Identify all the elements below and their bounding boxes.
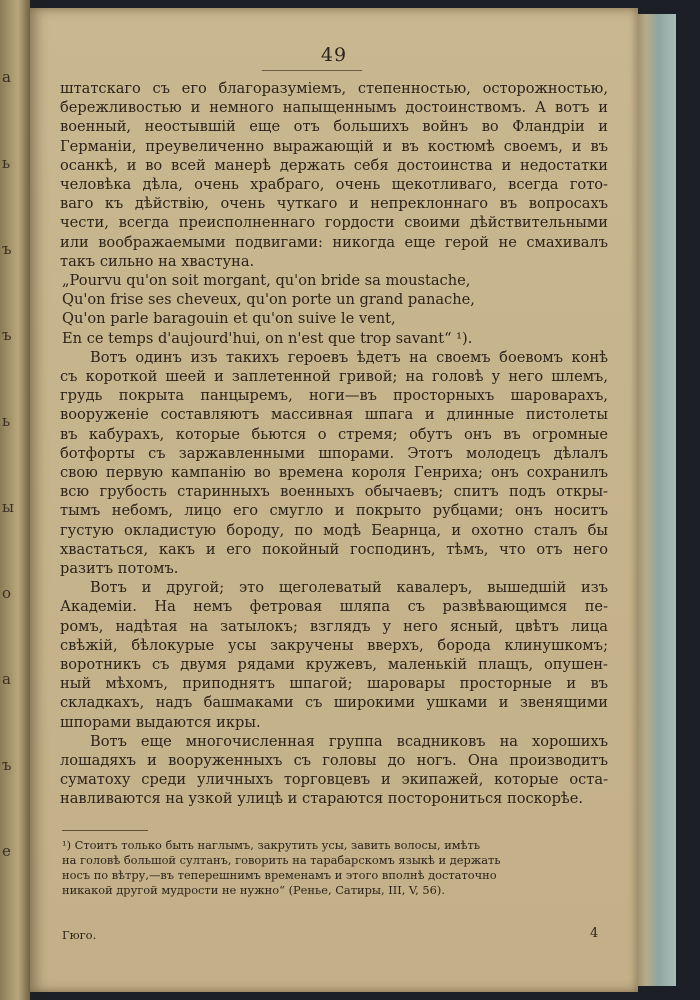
page-number: 49	[320, 44, 348, 66]
text-line: Вотъ еще многочисленная группа всадниковъ на хорошихъ	[90, 732, 608, 750]
previous-page-fragment: а	[2, 670, 11, 688]
text-line: или воображаемыми подвигами: никогда еще герой не смахивалъ	[60, 233, 608, 251]
footnote-line: носъ по вѣтру,—въ теперешнимъ временамъ и этого вполнѣ достаточно	[62, 867, 497, 882]
text-line: навливаются на узкой улицѣ и стараются посторониться поскорѣе.	[60, 790, 583, 808]
book-page	[30, 8, 638, 992]
footnote-rule	[62, 830, 148, 831]
signature-number: 4	[590, 926, 599, 941]
text-line: ромъ, надѣтая на затылокъ; взглядъ у него ясный, цвѣтъ лица	[60, 617, 608, 635]
text-line: Вотъ одинъ изъ такихъ героевъ ѣдетъ на своемъ боевомъ конѣ	[90, 348, 608, 366]
footnote-line: на головѣ большой султанъ, говорить на тарабарскомъ языкѣ и держать	[62, 852, 501, 867]
text-line: шпорами выдаются икры.	[60, 713, 261, 731]
verse-line: Qu'on frise ses cheveux, qu'on porte un grand panache,	[62, 291, 475, 309]
text-line: ный мѣхомъ, приподнятъ шпагой; шаровары просторные и въ	[60, 675, 608, 693]
text-line: осанкѣ, и во всей манерѣ держать себя достоинства и недостатки	[60, 156, 608, 174]
verse-line: „Pourvu qu'on soit morgant, qu'on bride sa moustache,	[62, 272, 471, 289]
previous-page-fragment: ы	[2, 498, 14, 516]
text-line: ботфорты съ заржавленными шпорами. Этотъ молодецъ дѣлалъ	[60, 444, 608, 462]
text-line: складкахъ, надъ башмаками съ широкими ушками и звенящими	[60, 694, 608, 712]
text-line: суматоху среди уличныхъ торговцевъ и экипажей, которые оста-	[60, 771, 608, 789]
previous-page-fragment: ъ	[2, 326, 12, 344]
text-line: Германіи, преувеличенно выражающій и въ костюмѣ своемъ, и въ	[60, 137, 608, 155]
text-line: тымъ небомъ, лицо его смугло и покрыто рубцами; онъ носитъ	[60, 502, 608, 520]
text-line: человѣка дѣла, очень храбраго, очень щекотливаго, всегда гото-	[60, 176, 608, 193]
signature-mark: Гюго.	[62, 928, 97, 942]
text-line: свѣжій, бѣлокурые усы закручены вверхъ, борода клинушкомъ;	[60, 636, 608, 654]
text-line: съ короткой шеей и заплетенной гривой; на головѣ у него шлемъ,	[60, 368, 608, 385]
text-line: хвастаться, какъ и его покойный господинъ, тѣмъ, что отъ него	[60, 540, 608, 558]
previous-page-fragment: ь	[2, 154, 11, 172]
previous-page-fragment: е	[2, 842, 11, 860]
verse-line: Qu'on parle baragouin et qu'on suive le vent,	[62, 310, 396, 328]
text-line: Вотъ и другой; это щеголеватый кавалеръ, вышедшій изъ	[90, 579, 608, 597]
text-line: разитъ потомъ.	[60, 560, 179, 577]
footnote-line: ¹) Стоитъ только быть наглымъ, закрутить усы, завить волосы, имѣть	[62, 837, 481, 852]
text-line: штатскаго съ его благоразуміемъ, степенностью, осторожностью,	[60, 80, 608, 97]
text-line: свою первую кампанію во времена короля Генриха; онъ сохранилъ	[60, 464, 608, 481]
previous-page-fragment: а	[2, 68, 11, 86]
text-line: Академіи. На немъ фетровая шляпа съ развѣвающимся пе-	[60, 598, 608, 616]
previous-page-fragment: ъ	[2, 756, 12, 774]
previous-page-edge	[0, 0, 30, 1000]
text-line: ваго къ дѣйствію, очень чуткаго и непреклоннаго въ вопросахъ	[60, 195, 608, 213]
book-fore-edge	[636, 14, 676, 986]
previous-page-fragment: о	[2, 584, 12, 602]
text-line: въ кабурахъ, которые бьются о стремя; обутъ онъ въ огромные	[60, 425, 608, 443]
text-line: чести, всегда преисполненнаго гордости своими дѣйствительными	[60, 214, 608, 232]
previous-page-fragment: ь	[2, 412, 11, 430]
text-line: грудь покрыта панцыремъ, ноги—въ просторныхъ шароварахъ,	[60, 387, 608, 405]
footnote-line: никакой другой мудрости не нужно“ (Ренье, Сатиры, III, V, 56).	[62, 882, 445, 897]
text-line: бережливостью и немного напыщеннымъ достоинствомъ. А вотъ и	[60, 99, 608, 117]
text-line: всю грубость старинныхъ военныхъ обычаевъ; спитъ подъ откры-	[60, 483, 608, 501]
text-line: такъ сильно на хвастуна.	[60, 252, 255, 270]
text-line: густую окладистую бороду, по модѣ Беарнца, и охотно сталъ бы	[60, 521, 608, 539]
previous-page-fragment: ъ	[2, 240, 12, 258]
text-line: воротникъ съ двумя рядами кружевъ, маленькій плащъ, опушен-	[60, 656, 608, 673]
text-line: вооруженіе составляютъ массивная шпага и длинные пистолеты	[60, 406, 608, 424]
text-line: военный, неостывшій еще отъ большихъ войнъ во Фландріи и	[60, 118, 608, 136]
header-rule	[262, 70, 362, 71]
text-line: лошадяхъ и вооруженныхъ съ головы до ногъ. Она производитъ	[60, 752, 608, 769]
verse-line: En ce temps d'aujourd'hui, on n'est que trop savant“ ¹).	[62, 329, 473, 347]
